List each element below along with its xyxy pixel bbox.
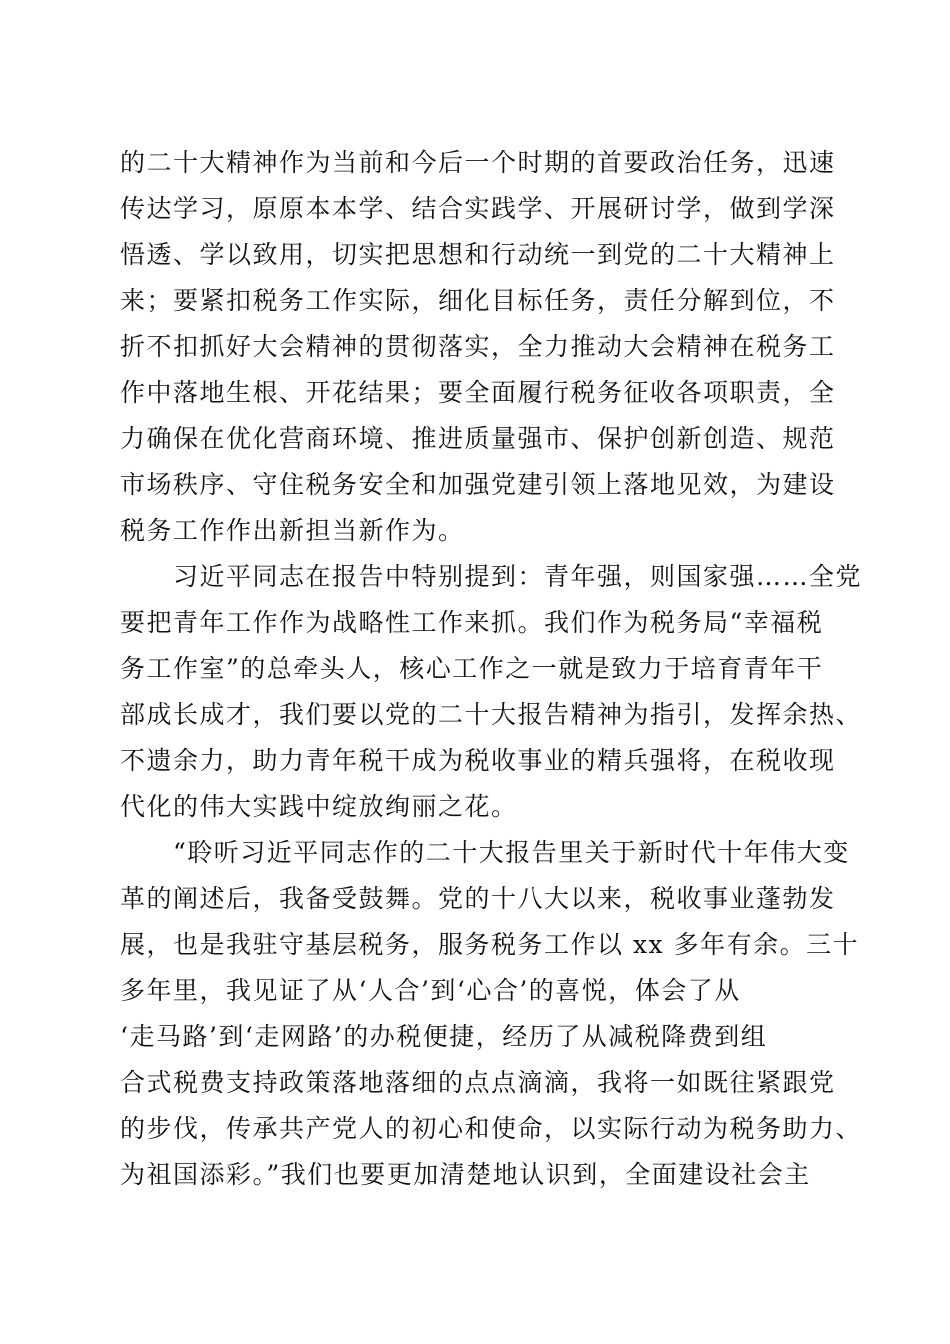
text-line: 展，也是我驻守基层税务，服务税务工作以 xx 多年有余。三十 bbox=[120, 930, 860, 959]
text-line: ‘走马路’到‘走网路’的办税便捷，经历了从减税降费到组 bbox=[120, 1022, 768, 1051]
text-line: 来；要紧扣税务工作实际，细化目标任务，责任分解到位，不 bbox=[120, 286, 836, 315]
text-line: 革的阐述后，我备受鼓舞。党的十八大以来，税收事业蓬勃发 bbox=[120, 884, 836, 913]
text-line: 合式税费支持政策落地落细的点点滴滴，我将一如既往紧跟党 bbox=[120, 1068, 836, 1097]
text-line: 的二十大精神作为当前和今后一个时期的首要政治任务，迅速 bbox=[120, 148, 836, 177]
text-line: 市场秩序、守住税务安全和加强党建引领上落地见效，为建设 bbox=[120, 470, 836, 499]
text-line: 悟透、学以致用，切实把思想和行动统一到党的二十大精神上 bbox=[120, 240, 836, 269]
paragraph-2 bbox=[120, 554, 863, 830]
text-line: “聆听习近平同志作的二十大报告里关于新时代十年伟大变 bbox=[120, 838, 850, 867]
text-line: 的步伐，传承共产党人的初心和使命，以实际行动为税务助力、 bbox=[120, 1114, 863, 1143]
text-line: 力确保在优化营商环境、推进质量强市、保护创新创造、规范 bbox=[120, 424, 836, 453]
text-line: 为祖国添彩。”我们也要更加清楚地认识到，全面建设社会主 bbox=[120, 1160, 811, 1189]
text-line: 折不扣抓好大会精神的贯彻落实，全力推动大会精神在税务工 bbox=[120, 332, 836, 361]
paragraph-1 bbox=[120, 140, 840, 554]
text-line: 习近平同志在报告中特别提到：青年强，则国家强……全党 bbox=[120, 562, 863, 591]
text-line: 作中落地生根、开花结果；要全面履行税务征收各项职责，全 bbox=[120, 378, 836, 407]
text-line: 要把青年工作作为战略性工作来抓。我们作为税务局“幸福税 bbox=[120, 608, 824, 637]
text-line: 多年里，我见证了从‘人合’到‘心合’的喜悦，体会了从 bbox=[120, 976, 741, 1005]
text-line: 不遗余力，助力青年税干成为税收事业的精兵强将，在税收现 bbox=[120, 746, 836, 775]
document-body bbox=[120, 140, 863, 1198]
text-line: 代化的伟大实践中绽放绚丽之花。 bbox=[120, 792, 518, 821]
text-line: 部成长成才，我们要以党的二十大报告精神为指引，发挥余热、 bbox=[120, 700, 863, 729]
text-line: 务工作室”的总牵头人，核心工作之一就是致力于培育青年干 bbox=[120, 654, 824, 683]
text-line: 税务工作作出新担当新作为。 bbox=[120, 516, 465, 545]
text-line: 传达学习，原原本本学、结合实践学、开展研讨学，做到学深 bbox=[120, 194, 836, 223]
paragraph-3 bbox=[120, 830, 863, 1198]
